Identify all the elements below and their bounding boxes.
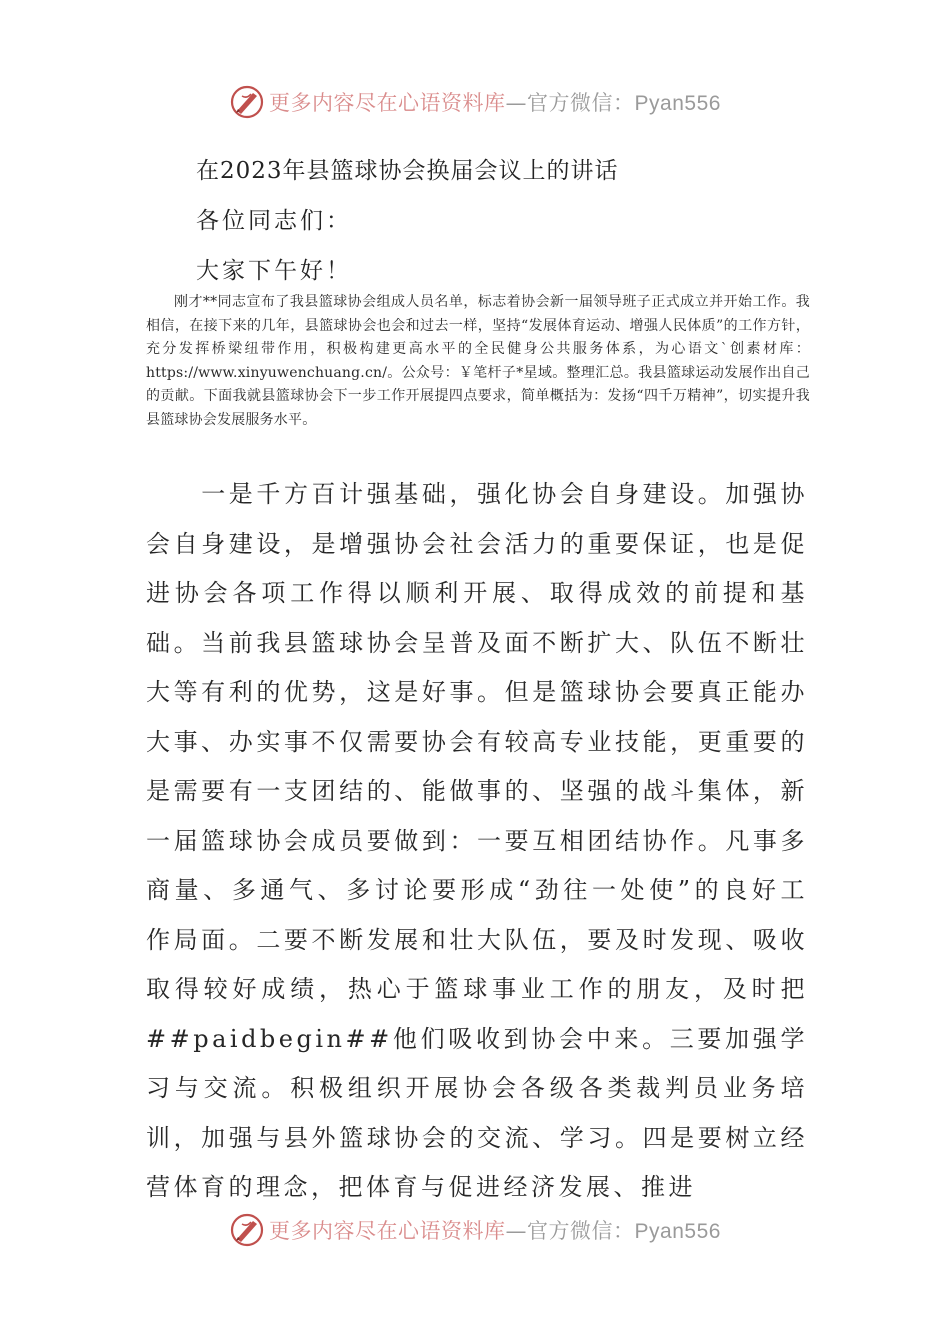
intro-paragraph: 刚才**同志宣布了我县篮球协会组成人员名单，标志着协会新一届领导班子正式成立并开始工作。我相信，在接下来的几年，县篮球协会也会和过去一样，坚持“发展体育运动、增强人民体质”的工作方针，充分发挥桥梁纽带作用，积极构建更高水平的全民健身公共服务体系，为心语文`创素材库：https://www.xinyuwenchuang.cn/。公众号：￥笔杆子*星域。整理汇总。我县篮球运动发展作出自己的贡献。下面我就县篮球协会下一步工作开展提四点要求，简单概括为：发扬“四千万精神”，切实提升我县篮球协会发展服务水平。 (146, 294, 810, 428)
watermark-wechat-label: 官方微信： (527, 1219, 635, 1243)
salutation: 各位同志们： (196, 208, 352, 234)
greeting: 大家下午好！ (196, 258, 352, 284)
pen-logo-icon (229, 84, 265, 120)
watermark-wechat-id: Pyan556 (634, 1220, 721, 1243)
watermark-banner-top (0, 80, 950, 124)
watermark-wechat-id: Pyan556 (634, 92, 721, 115)
watermark-main-text: 更多内容尽在心语资料库 (269, 91, 506, 115)
watermark-wechat-label: 官方微信： (527, 91, 635, 115)
watermark-banner-bottom (0, 1208, 950, 1252)
body-paragraph: 一是千方百计强基础，强化协会自身建设。加强协会自身建设，是增强协会社会活力的重要保证，也是促进协会各项工作得以顺利开展、取得成效的前提和基础。当前我县篮球协会呈普及面不断扩大、队伍不断壮大等有利的优势，这是好事。但是篮球协会要真正能办大事、办实事不仅需要协会有较高专业技能，更重要的是需要有一支团结的、能做事的、坚强的战斗集体，新一届篮球协会成员要做到：一要互相团结协作。凡事多商量、多通气、多讨论要形成“劲往一处使”的良好工作局面。二要不断发展和壮大队伍，要及时发现、吸收取得较好成绩，热心于篮球事业工作的朋友，及时把##paidbegin##他们吸收到协会中来。三要加强学习与交流。积极组织开展协会各级各类裁判员业务培训，加强与县外篮球协会的交流、学习。四是要树立经营体育的理念，把体育与促进经济发展、推进 (146, 480, 808, 1201)
watermark-dash: — (505, 91, 528, 115)
document-title: 在2023年县篮球协会换届会议上的讲话 (196, 158, 619, 184)
watermark-text (269, 1215, 721, 1245)
watermark-main-text: 更多内容尽在心语资料库 (269, 1219, 506, 1243)
watermark-dash: — (505, 1219, 528, 1243)
watermark-text (269, 87, 721, 117)
pen-logo-icon (229, 1212, 265, 1248)
